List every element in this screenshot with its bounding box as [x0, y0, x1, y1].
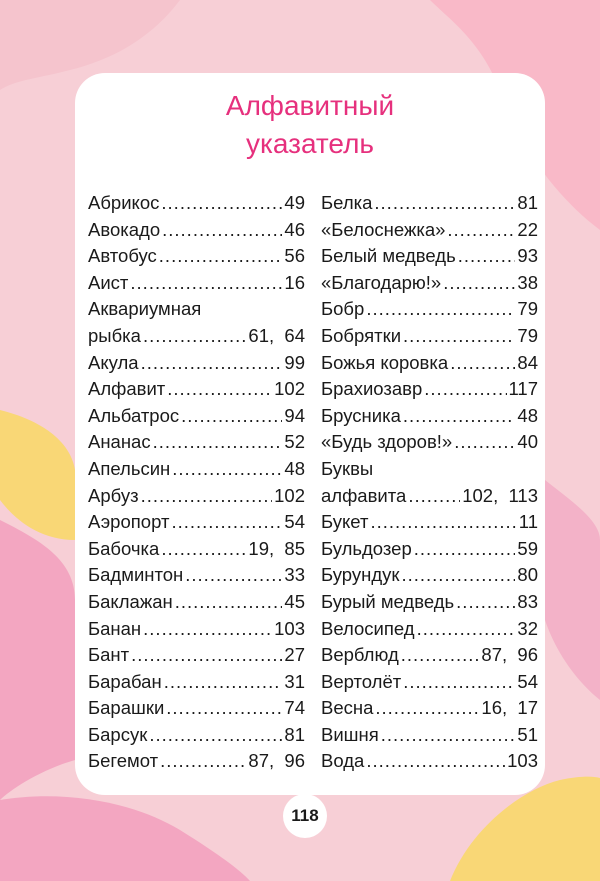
entry-pages: 19, 85: [248, 537, 305, 559]
entry-word: Апельсин: [88, 457, 171, 479]
entry-pages: 102: [274, 484, 305, 506]
entry-word: «Белоснежка»: [321, 218, 446, 240]
leader-dots: [458, 243, 516, 270]
entry-word: Бант: [88, 644, 130, 666]
entry-pages: 87, 96: [248, 750, 305, 772]
index-entry: [88, 296, 305, 323]
entry-word: Альбатрос: [88, 404, 180, 426]
index-entry: [321, 536, 538, 563]
leader-dots: [159, 243, 283, 270]
index-entry: [321, 589, 538, 616]
entry-word: Абрикос: [88, 192, 160, 213]
entry-word: Бобр: [321, 298, 365, 320]
entry-word: «Будь здоров!»: [321, 431, 453, 453]
index-entry: [88, 456, 305, 483]
leader-dots: [153, 429, 283, 456]
leader-dots: [414, 536, 516, 563]
leader-dots: [172, 456, 282, 483]
entry-pages: 87, 96: [481, 644, 538, 666]
entry-pages: 54: [517, 670, 538, 692]
index-entry: [321, 562, 538, 589]
entry-pages: 46: [284, 218, 305, 240]
entry-pages: 49: [284, 192, 305, 213]
entry-pages: 103: [507, 750, 538, 772]
leader-dots: [447, 217, 515, 244]
entry-pages: 33: [284, 564, 305, 586]
index-entry: [88, 323, 305, 350]
leader-dots: [181, 403, 282, 430]
entry-word: Белка: [321, 192, 373, 213]
entry-pages: 79: [517, 298, 538, 320]
entry-pages: 40: [517, 431, 538, 453]
index-entry: [88, 748, 305, 775]
entry-pages: 54: [284, 511, 305, 533]
leader-dots: [403, 669, 515, 696]
index-entry: [88, 642, 305, 669]
entry-pages: 48: [517, 404, 538, 426]
page-number: 118: [283, 794, 327, 838]
leader-dots: [171, 509, 282, 536]
index-entry: [88, 589, 305, 616]
entry-pages: 81: [517, 192, 538, 213]
leader-dots: [160, 748, 246, 775]
entry-word: Аквариумная: [88, 298, 202, 320]
entry-pages: 80: [517, 564, 538, 586]
entry-word: Барабан: [88, 670, 162, 692]
title-line-1: Алфавитный: [225, 90, 395, 121]
index-entry: [88, 429, 305, 456]
entry-word: Брахиозавр: [321, 378, 423, 400]
entry-word: Бульдозер: [321, 537, 412, 559]
entry-word: Барашки: [88, 697, 165, 719]
index-entry: [88, 350, 305, 377]
entry-word: Весна: [321, 697, 374, 719]
leader-dots: [424, 376, 506, 403]
entry-word: Арбуз: [88, 484, 139, 506]
entry-word: Велосипед: [321, 617, 415, 639]
entry-pages: 59: [517, 537, 538, 559]
entry-word: Букет: [321, 511, 369, 533]
leader-dots: [370, 509, 516, 536]
index-entry: [321, 376, 538, 403]
entry-word: Бегемот: [88, 750, 159, 772]
entry-word: Буквы: [321, 457, 374, 479]
index-entry: [88, 403, 305, 430]
entry-pages: 61, 64: [248, 324, 305, 346]
leader-dots: [164, 669, 283, 696]
index-entry: [321, 748, 538, 775]
leader-dots: [401, 642, 480, 669]
entry-word: Ананас: [88, 431, 151, 453]
leader-dots: [375, 695, 479, 722]
index-entry: [321, 642, 538, 669]
leader-dots: [141, 350, 283, 377]
index-entry: [88, 695, 305, 722]
index-entry: [321, 270, 538, 297]
entry-pages: 16: [284, 271, 305, 293]
entry-pages: 83: [517, 590, 538, 612]
index-entry: [88, 483, 305, 510]
leader-dots: [403, 403, 516, 430]
index-column-left: [88, 190, 305, 775]
entry-pages: 11: [518, 511, 538, 533]
index-entry: [321, 722, 538, 749]
index-entry: [321, 243, 538, 270]
index-entry: [88, 616, 305, 643]
entry-word: «Благодарю!»: [321, 271, 442, 293]
entry-word: алфавита: [321, 484, 407, 506]
entry-pages: 52: [284, 431, 305, 453]
leader-dots: [161, 190, 282, 217]
entry-pages: 56: [284, 245, 305, 267]
index-entry: [88, 270, 305, 297]
index-entry: [321, 350, 538, 377]
leader-dots: [417, 616, 516, 643]
leader-dots: [175, 589, 283, 616]
leader-dots: [167, 376, 272, 403]
index-entry: [88, 376, 305, 403]
entry-pages: 103: [274, 617, 305, 639]
leader-dots: [143, 323, 246, 350]
entry-pages: 81: [284, 723, 305, 745]
index-entry: [321, 296, 538, 323]
entry-pages: 45: [284, 590, 305, 612]
leader-dots: [401, 562, 515, 589]
index-entry: [88, 722, 305, 749]
index-entry: [321, 695, 538, 722]
leader-dots: [161, 536, 246, 563]
index-entry: [321, 403, 538, 430]
entry-word: Алфавит: [88, 378, 166, 400]
entry-pages: 102, 113: [462, 484, 538, 506]
index-column-right: [321, 190, 538, 775]
entry-pages: 79: [517, 324, 538, 346]
index-entry: [88, 509, 305, 536]
leader-dots: [443, 270, 515, 297]
entry-word: Акула: [88, 351, 139, 373]
title-line-2: указатель: [246, 128, 374, 159]
leader-dots: [381, 722, 516, 749]
leader-dots: [130, 270, 282, 297]
leader-dots: [366, 296, 515, 323]
index-entry: [321, 509, 538, 536]
entry-pages: 93: [517, 245, 538, 267]
entry-word: Бурундук: [321, 564, 400, 586]
leader-dots: [374, 190, 515, 217]
entry-pages: 84: [517, 351, 538, 373]
entry-pages: 38: [517, 271, 538, 293]
index-entry: [88, 669, 305, 696]
leader-dots: [162, 217, 282, 244]
entry-word: Автобус: [88, 245, 157, 267]
entry-word: Бурый медведь: [321, 590, 455, 612]
entry-word: Вертолёт: [321, 670, 402, 692]
entry-pages: 16, 17: [481, 697, 538, 719]
index-entry: [321, 616, 538, 643]
index-entry: [88, 190, 305, 217]
index-entry: [321, 323, 538, 350]
index-entry: [321, 456, 538, 483]
leader-dots: [141, 483, 273, 510]
entry-word: Баклажан: [88, 590, 173, 612]
index-entry: [88, 562, 305, 589]
entry-pages: 31: [284, 670, 305, 692]
entry-word: Белый медведь: [321, 245, 456, 267]
entry-word: Брусника: [321, 404, 401, 426]
leader-dots: [185, 562, 282, 589]
leader-dots: [366, 748, 505, 775]
leader-dots: [408, 483, 460, 510]
entry-pages: 102: [274, 378, 305, 400]
index-entry: [88, 536, 305, 563]
entry-word: Бабочка: [88, 537, 160, 559]
entry-word: Вишня: [321, 723, 379, 745]
leader-dots: [131, 642, 282, 669]
leader-dots: [456, 589, 515, 616]
entry-pages: 27: [284, 644, 305, 666]
index-entry: [321, 429, 538, 456]
entry-word: Барсук: [88, 723, 148, 745]
entry-word: Божья коровка: [321, 351, 449, 373]
entry-word: Аэропорт: [88, 511, 170, 533]
entry-word: Авокадо: [88, 218, 161, 240]
entry-pages: 74: [284, 697, 305, 719]
leader-dots: [454, 429, 515, 456]
entry-pages: 22: [517, 218, 538, 240]
entry-pages: 51: [517, 723, 538, 745]
leader-dots: [403, 323, 515, 350]
entry-pages: 32: [517, 617, 538, 639]
page-title: [75, 87, 545, 163]
entry-word: Аист: [88, 271, 129, 293]
index-entry: [321, 190, 538, 217]
entry-word: Бадминтон: [88, 564, 184, 586]
index-entry: [88, 217, 305, 244]
leader-dots: [450, 350, 515, 377]
index-entry: [321, 217, 538, 244]
entry-pages: 117: [508, 378, 538, 400]
index-entry: [88, 243, 305, 270]
leader-dots: [149, 722, 282, 749]
entry-word: Вода: [321, 750, 365, 772]
entry-word: Бобрятки: [321, 324, 402, 346]
entry-word: Банан: [88, 617, 142, 639]
entry-word: Верблюд: [321, 644, 399, 666]
entry-pages: 99: [284, 351, 305, 373]
entry-pages: 48: [284, 457, 305, 479]
leader-dots: [143, 616, 272, 643]
leader-dots: [166, 695, 282, 722]
entry-word: рыбка: [88, 324, 141, 346]
entry-pages: 94: [284, 404, 305, 426]
index-entry: [321, 669, 538, 696]
index-card: [75, 73, 545, 795]
index-entry: [321, 483, 538, 510]
